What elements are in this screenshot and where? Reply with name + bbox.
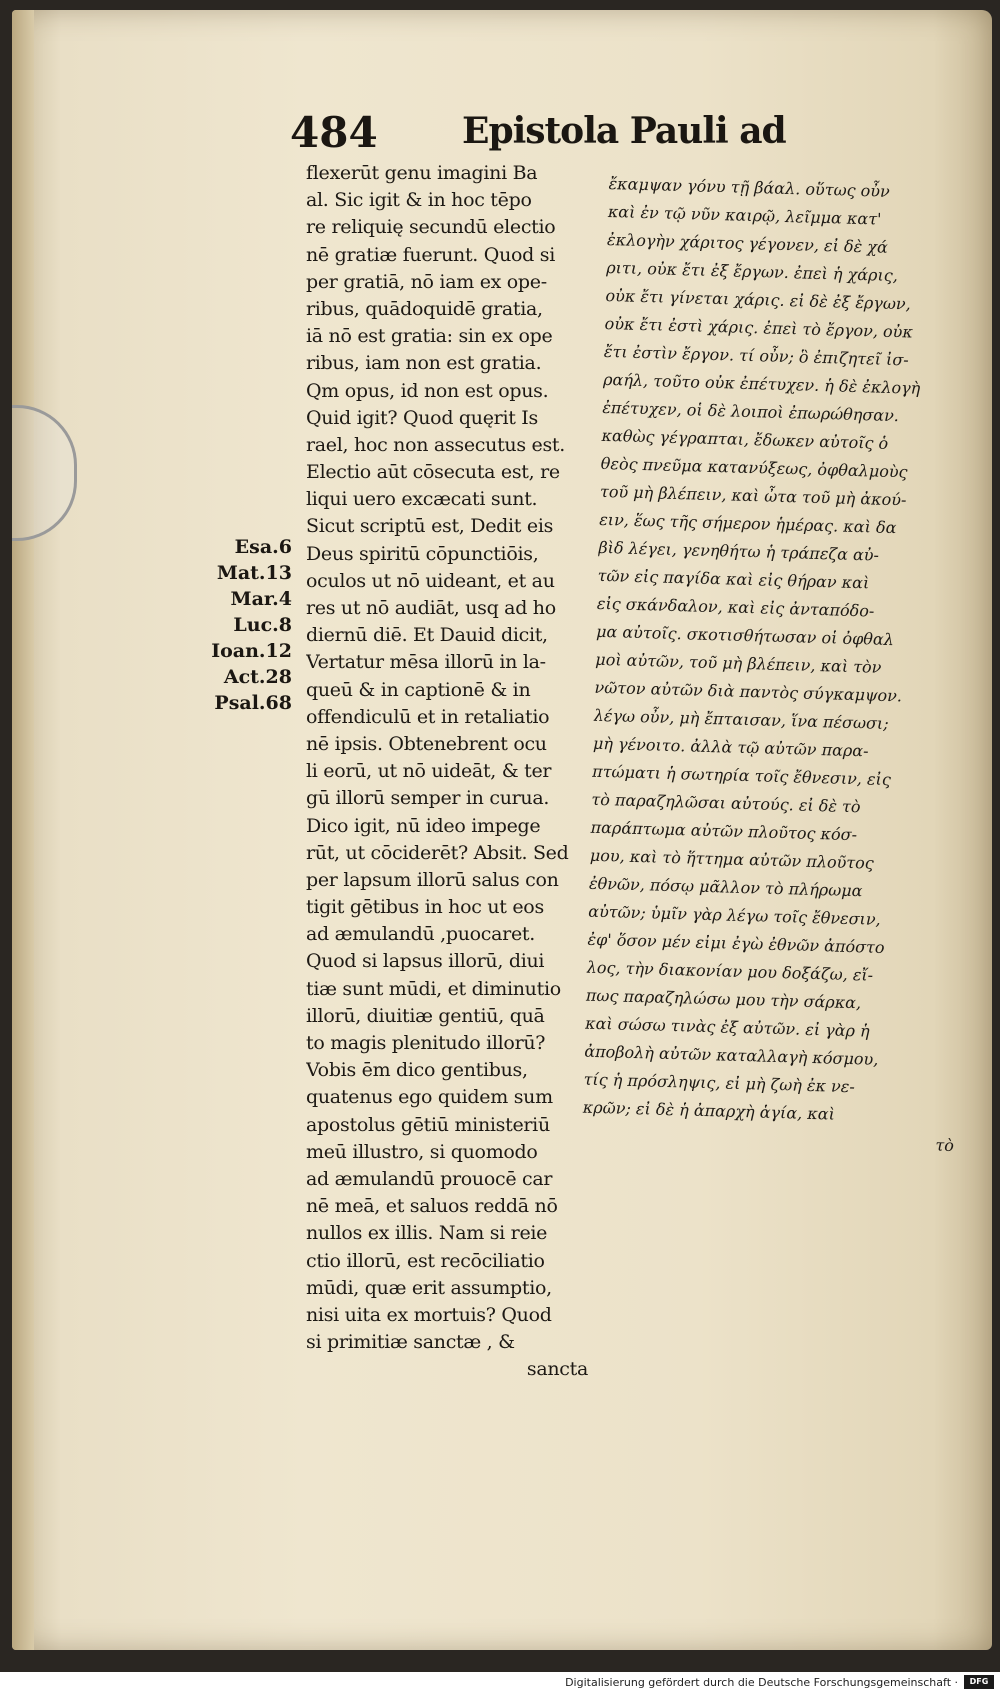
latin-text-line: per gratiā, nō iam ex ope- bbox=[306, 270, 547, 293]
latin-text-line: Quod si lapsus illorū, diui bbox=[306, 950, 545, 973]
greek-text-line: πτώματι ἡ σωτηρία τοῖς ἔθνεσιν, εἰς bbox=[591, 761, 892, 790]
latin-text-line: nullos ex illis. Nam si reie bbox=[306, 1222, 548, 1245]
margin-reference: Mat.13 bbox=[216, 562, 292, 584]
greek-text-line: οὐκ ἔτι ἐστὶ χάρις. ἐπεὶ τὸ ἔργον, οὐκ bbox=[604, 313, 914, 342]
latin-text-line: flexerūt genu imagini Ba bbox=[306, 162, 538, 184]
margin-reference: Act.28 bbox=[223, 666, 292, 688]
latin-text-line: diernū diē. Et Dauid dicit, bbox=[306, 624, 548, 647]
greek-text-line: ἔτι ἐστὶν ἔργον. τί οὖν; ὃ ἐπιζητεῖ ἰσ- bbox=[603, 341, 909, 370]
digitization-credit-bar bbox=[0, 1672, 1000, 1693]
latin-text-line: liqui uero excæcati sunt. bbox=[306, 488, 538, 511]
latin-text-line: nē gratiæ fuerunt. Quod si bbox=[306, 243, 555, 266]
greek-text-line: ἐκλογὴν χάριτος γέγονεν, εἰ δὲ χά bbox=[606, 229, 889, 257]
greek-text-line: ραήλ, τοῦτο οὐκ ἐπέτυχεν. ἡ δὲ ἐκλογὴ bbox=[602, 369, 921, 398]
catchword: τὸ bbox=[935, 1135, 955, 1156]
running-title: Epistola Pauli ad bbox=[462, 110, 786, 152]
latin-text-line: tiæ sunt mūdi, et diminutio bbox=[306, 977, 561, 1000]
latin-text-line: offendiculū et in retaliatio bbox=[306, 705, 550, 728]
latin-text-line: Deus spiritū cōpunctiōis, bbox=[306, 542, 539, 565]
latin-text-line: si primitiæ sanctæ , & bbox=[306, 1331, 515, 1354]
latin-text-column bbox=[306, 160, 588, 1383]
greek-text-line: καὶ σώσω τινὰς ἐξ αὐτῶν. εἰ γὰρ ἡ bbox=[584, 1013, 870, 1041]
latin-text-line: rael, hoc non assecutus est. bbox=[306, 433, 566, 456]
dfg-logo: DFG bbox=[964, 1675, 994, 1689]
greek-text-line: λος, τὴν διακονίαν μου δοξάζω, εἴ- bbox=[586, 957, 874, 985]
greek-text-line: ἐφ' ὅσον μέν εἰμι ἐγὼ ἐθνῶν ἀπόστο bbox=[587, 929, 885, 957]
latin-text-line: quatenus ego quidem sum bbox=[306, 1086, 553, 1109]
latin-text-line: oculos ut nō uideant, et au bbox=[306, 569, 555, 592]
greek-text-line: καθὼς γέγραπται, ἔδωκεν αὐτοῖς ὁ bbox=[601, 425, 889, 453]
latin-text-line: ad æmulandū prouocē car bbox=[306, 1167, 553, 1190]
latin-text-line: mūdi, quæ erit assumptio, bbox=[306, 1276, 552, 1299]
greek-text-line: εἰς σκάνδαλον, καὶ εἰς ἀνταπόδο- bbox=[596, 593, 875, 621]
page-number: 484 bbox=[290, 108, 378, 157]
greek-text-line: αὐτῶν; ὑμῖν γὰρ λέγω τοῖς ἔθνεσιν, bbox=[588, 901, 881, 929]
greek-text-line: κρῶν; εἰ δὲ ἡ ἀπαρχὴ ἁγία, καὶ bbox=[582, 1097, 836, 1124]
margin-reference: Mar.4 bbox=[230, 588, 292, 610]
greek-text-line: οὐκ ἔτι γίνεται χάρις. εἰ δὲ ἐξ ἔργων, bbox=[605, 285, 912, 314]
latin-text-line: li eorū, ut nō uideāt, & ter bbox=[306, 760, 552, 783]
latin-text-line: ctio illorū, est recōciliatio bbox=[306, 1249, 545, 1272]
latin-text-line: nē ipsis. Obtenebrent ocu bbox=[306, 732, 547, 755]
margin-reference: Psal.68 bbox=[214, 692, 292, 714]
latin-text-line: gū illorū semper in curua. bbox=[306, 787, 550, 810]
latin-text-line: Quid igit? Quod quęrit Is bbox=[306, 406, 538, 429]
latin-text-line: queū & in captionē & in bbox=[306, 678, 531, 701]
latin-text-line: meū illustro, si quomodo bbox=[306, 1140, 538, 1163]
greek-text-line: ἔκαμψαν γόνυ τῇ βάαλ. οὕτως οὖν bbox=[608, 173, 891, 201]
greek-text-line: νῶτον αὐτῶν διὰ παντὸς σύγκαμψον. bbox=[594, 677, 903, 706]
greek-text-line: μα αὐτοῖς. σκοτισθήτωσαν οἱ ὀφθαλ bbox=[595, 621, 895, 650]
greek-text-column bbox=[582, 170, 989, 1160]
latin-text-line: illorū, diuitiæ gentiū, quā bbox=[306, 1004, 545, 1027]
greek-text-line: μοὶ αὐτῶν, τοῦ μὴ βλέπειν, καὶ τὸν bbox=[595, 649, 882, 677]
greek-text-line: ειν, ἕως τῆς σήμερον ἡμέρας. καὶ δα bbox=[598, 509, 897, 538]
latin-text-line: nisi uita ex mortuis? Quod bbox=[306, 1303, 552, 1326]
greek-text-line: καὶ ἐν τῷ νῦν καιρῷ, λεῖμμα κατ' bbox=[607, 201, 882, 229]
latin-text-line: re reliquię secundū electio bbox=[306, 216, 556, 239]
latin-text-line: Vobis ēm dico gentibus, bbox=[306, 1059, 528, 1082]
marginal-references bbox=[192, 534, 292, 716]
greek-text-line: ἐθνῶν, πόσῳ μᾶλλον τὸ πλήρωμα bbox=[588, 873, 863, 901]
latin-text-line: apostolus gētiū ministeriū bbox=[306, 1113, 550, 1136]
latin-text-line: ribus, quādoquidē gratia, bbox=[306, 297, 543, 320]
book-page bbox=[12, 10, 992, 1650]
latin-text-line: per lapsum illorū salus con bbox=[306, 868, 559, 891]
greek-text-line: ριτι, οὐκ ἔτι ἐξ ἔργων. ἐπεὶ ἡ χάρις, bbox=[606, 257, 899, 286]
page-binding-edge bbox=[12, 10, 34, 1650]
greek-text-line: ἀποβολὴ αὐτῶν καταλλαγὴ κόσμου, bbox=[584, 1041, 879, 1069]
greek-text-line: τίς ἡ πρόσληψις, εἰ μὴ ζωὴ ἐκ νε- bbox=[583, 1069, 856, 1097]
latin-text-line: Electio aūt cōsecuta est, re bbox=[306, 461, 560, 484]
margin-reference: Ioan.12 bbox=[211, 640, 292, 662]
catchword: sancta bbox=[526, 1358, 588, 1381]
latin-text-line: Sicut scriptū est, Dedit eis bbox=[306, 515, 554, 538]
latin-text-line: ad æmulandū ,puocaret. bbox=[306, 923, 535, 946]
greek-text-line: παράπτωμα αὐτῶν πλοῦτος κόσ- bbox=[590, 817, 858, 845]
latin-text-line: to magis plenitudo illorū? bbox=[306, 1032, 546, 1054]
latin-text-line: Vertatur mēsa illorū in la- bbox=[306, 651, 546, 674]
greek-text-line: μου, καὶ τὸ ἥττημα αὐτῶν πλοῦτος bbox=[589, 845, 875, 873]
latin-text-line: Dico igit, nū ideo impege bbox=[306, 814, 541, 837]
greek-text-line: τὸ παραζηλῶσαι αὐτούς. εἰ δὲ τὸ bbox=[591, 789, 861, 817]
greek-text-line: βὶδ λέγει, γενηθήτω ἡ τράπεζα αὐ- bbox=[598, 537, 880, 565]
latin-text-line: res ut nō audiāt, usq ad ho bbox=[306, 597, 556, 619]
latin-text-line: nē meā, et saluos reddā nō bbox=[306, 1195, 558, 1218]
latin-text-line: tigit gētibus in hoc ut eos bbox=[306, 896, 544, 919]
latin-text-line: iā nō est gratia: sin ex ope bbox=[306, 325, 553, 348]
greek-text-line: τῶν εἰς παγίδα καὶ εἰς θήραν καὶ bbox=[597, 565, 870, 593]
page-header bbox=[290, 106, 990, 156]
greek-text-line: τοῦ μὴ βλέπειν, καὶ ὦτα τοῦ μὴ ἀκού- bbox=[599, 481, 907, 510]
greek-text-line: πως παραζηλώσω μου τὴν σάρκα, bbox=[585, 985, 862, 1013]
greek-text-line: ἐπέτυχεν, οἱ δὲ λοιποὶ ἐπωρώθησαν. bbox=[602, 397, 900, 426]
latin-text-line: rūt, ut cōciderēt? Absit. Sed bbox=[306, 841, 569, 864]
margin-reference: Esa.6 bbox=[234, 536, 292, 558]
latin-text-line: ribus, iam non est gratia. bbox=[306, 352, 542, 375]
book-clasp-strap bbox=[12, 405, 77, 541]
latin-text-line: Qm opus, id non est opus. bbox=[306, 379, 549, 402]
greek-text-line: λέγω οὖν, μὴ ἔπταισαν, ἵνα πέσωσι; bbox=[593, 705, 889, 734]
credit-text: Digitalisierung gefördert durch die Deutsche Forschungsgemeinschaft · bbox=[565, 1676, 958, 1689]
greek-text-line: θεὸς πνεῦμα κατανύξεως, ὀφθαλμοὺς bbox=[600, 453, 908, 482]
margin-reference: Luc.8 bbox=[233, 614, 292, 636]
greek-text-line: μὴ γένοιτο. ἀλλὰ τῷ αὐτῶν παρα- bbox=[592, 733, 869, 761]
latin-text-line: al. Sic igit & in hoc tēpo bbox=[306, 189, 532, 212]
